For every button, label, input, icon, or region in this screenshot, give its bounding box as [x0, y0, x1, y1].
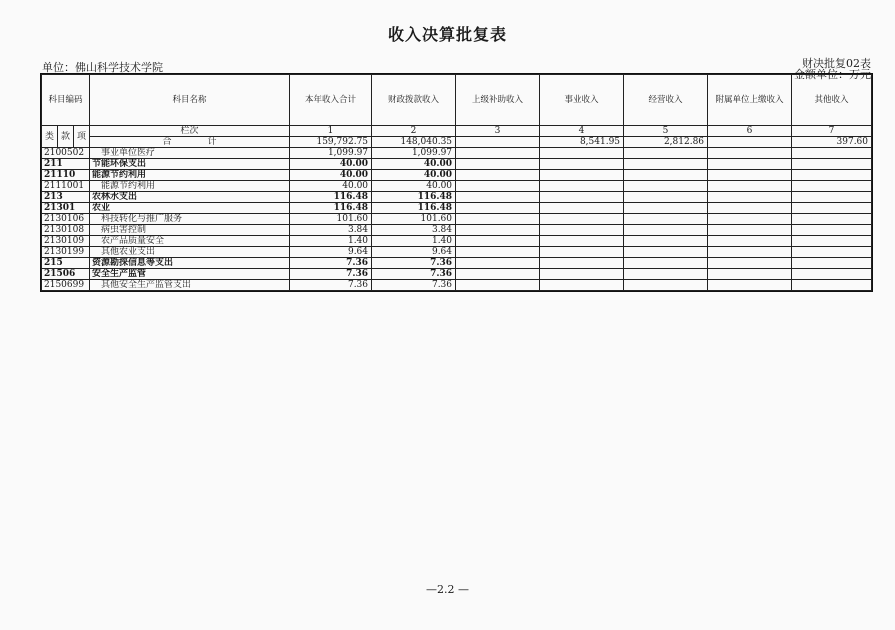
row-name: 资源勘探信息等支出: [90, 258, 290, 269]
table-row: [42, 258, 872, 269]
income-table: [41, 74, 872, 291]
header-col: 附属单位上缴收入: [708, 75, 792, 126]
header-code: 科目编码: [42, 75, 90, 126]
row-fiscal: 101.60: [372, 214, 456, 225]
unit-label: 单位：佛山科学技术学院: [42, 61, 163, 74]
row-name: 农业: [90, 203, 290, 214]
header-lei: 类: [42, 126, 58, 148]
header-col: 经营收入: [624, 75, 708, 126]
table-row: [42, 247, 872, 258]
row-total: 116.48: [290, 203, 372, 214]
total-label: 合 计: [90, 137, 290, 148]
row-code: 2111001: [42, 181, 90, 192]
row-code: 2130199: [42, 247, 90, 258]
row-code: 2130106: [42, 214, 90, 225]
row-fiscal: 1,099.97: [372, 148, 456, 159]
col-number: 5: [624, 126, 708, 137]
total-value: 397.60: [792, 137, 872, 148]
row-fiscal: 40.00: [372, 159, 456, 170]
col-number: 7: [792, 126, 872, 137]
row-fiscal: 7.36: [372, 269, 456, 280]
col-number: 3: [456, 126, 540, 137]
table-row: [42, 236, 872, 247]
total-value: 2,812.86: [624, 137, 708, 148]
table-row: [42, 269, 872, 280]
total-value: [708, 137, 792, 148]
table-row: [42, 192, 872, 203]
row-fiscal: 3.84: [372, 225, 456, 236]
row-total: 40.00: [290, 170, 372, 181]
row-total: 7.36: [290, 280, 372, 291]
total-value: 148,040.35: [372, 137, 456, 148]
col-number: 4: [540, 126, 624, 137]
row-total: 101.60: [290, 214, 372, 225]
row-total: 1.40: [290, 236, 372, 247]
row-name: 其他安全生产监管支出: [90, 280, 290, 291]
header-xiang: 项: [74, 126, 90, 148]
col-number: 1: [290, 126, 372, 137]
row-code: 2100502: [42, 148, 90, 159]
row-code: 213: [42, 192, 90, 203]
row-total: 7.36: [290, 269, 372, 280]
header-name: 科目名称: [90, 75, 290, 126]
row-total: 3.84: [290, 225, 372, 236]
table-row: [42, 214, 872, 225]
header-col: 财政拨款收入: [372, 75, 456, 126]
row-total: 116.48: [290, 192, 372, 203]
col-number: 2: [372, 126, 456, 137]
row-code: 2130108: [42, 225, 90, 236]
row-name: 农林水支出: [90, 192, 290, 203]
header-kuan: 款: [58, 126, 74, 148]
table-row: [42, 159, 872, 170]
row-code: 21506: [42, 269, 90, 280]
table-row: [42, 181, 872, 192]
row-fiscal: 116.48: [372, 192, 456, 203]
row-code: 2150699: [42, 280, 90, 291]
row-total: 1,099.97: [290, 148, 372, 159]
total-value: 159,792.75: [290, 137, 372, 148]
total-value: [456, 137, 540, 148]
row-code: 21301: [42, 203, 90, 214]
row-code: 2130109: [42, 236, 90, 247]
page-number: —2.2 —: [426, 583, 469, 596]
page-title: 收入决算批复表: [387, 25, 507, 44]
table-row: [42, 203, 872, 214]
row-total: 9.64: [290, 247, 372, 258]
row-name: 病虫害控制: [90, 225, 290, 236]
row-fiscal: 9.64: [372, 247, 456, 258]
header-lanci: 栏次: [90, 126, 290, 137]
row-code: 21110: [42, 170, 90, 181]
row-name: 其他农业支出: [90, 247, 290, 258]
header-col: 上级补助收入: [456, 75, 540, 126]
row-name: 能源节约利用: [90, 181, 290, 192]
row-name: 科技转化与推广服务: [90, 214, 290, 225]
table-row: [42, 225, 872, 236]
money-unit: 金额单位：万元: [794, 68, 871, 81]
header-col: 其他收入: [792, 75, 872, 126]
row-name: 事业单位医疗: [90, 148, 290, 159]
row-code: 215: [42, 258, 90, 269]
table-row: [42, 148, 872, 159]
row-fiscal: 7.36: [372, 258, 456, 269]
row-name: 节能环保支出: [90, 159, 290, 170]
col-number: 6: [708, 126, 792, 137]
row-fiscal: 1.40: [372, 236, 456, 247]
row-total: 40.00: [290, 181, 372, 192]
row-total: 7.36: [290, 258, 372, 269]
row-fiscal: 7.36: [372, 280, 456, 291]
row-name: 农产品质量安全: [90, 236, 290, 247]
row-name: 能源节约利用: [90, 170, 290, 181]
table-row: [42, 170, 872, 181]
table-row: [42, 280, 872, 291]
row-code: 211: [42, 159, 90, 170]
row-name: 安全生产监管: [90, 269, 290, 280]
row-fiscal: 40.00: [372, 170, 456, 181]
header-col: 本年收入合计: [290, 75, 372, 126]
row-fiscal: 40.00: [372, 181, 456, 192]
total-value: 8,541.95: [540, 137, 624, 148]
header-col: 事业收入: [540, 75, 624, 126]
row-fiscal: 116.48: [372, 203, 456, 214]
form-number: 财决批复02表: [802, 57, 871, 70]
row-total: 40.00: [290, 159, 372, 170]
